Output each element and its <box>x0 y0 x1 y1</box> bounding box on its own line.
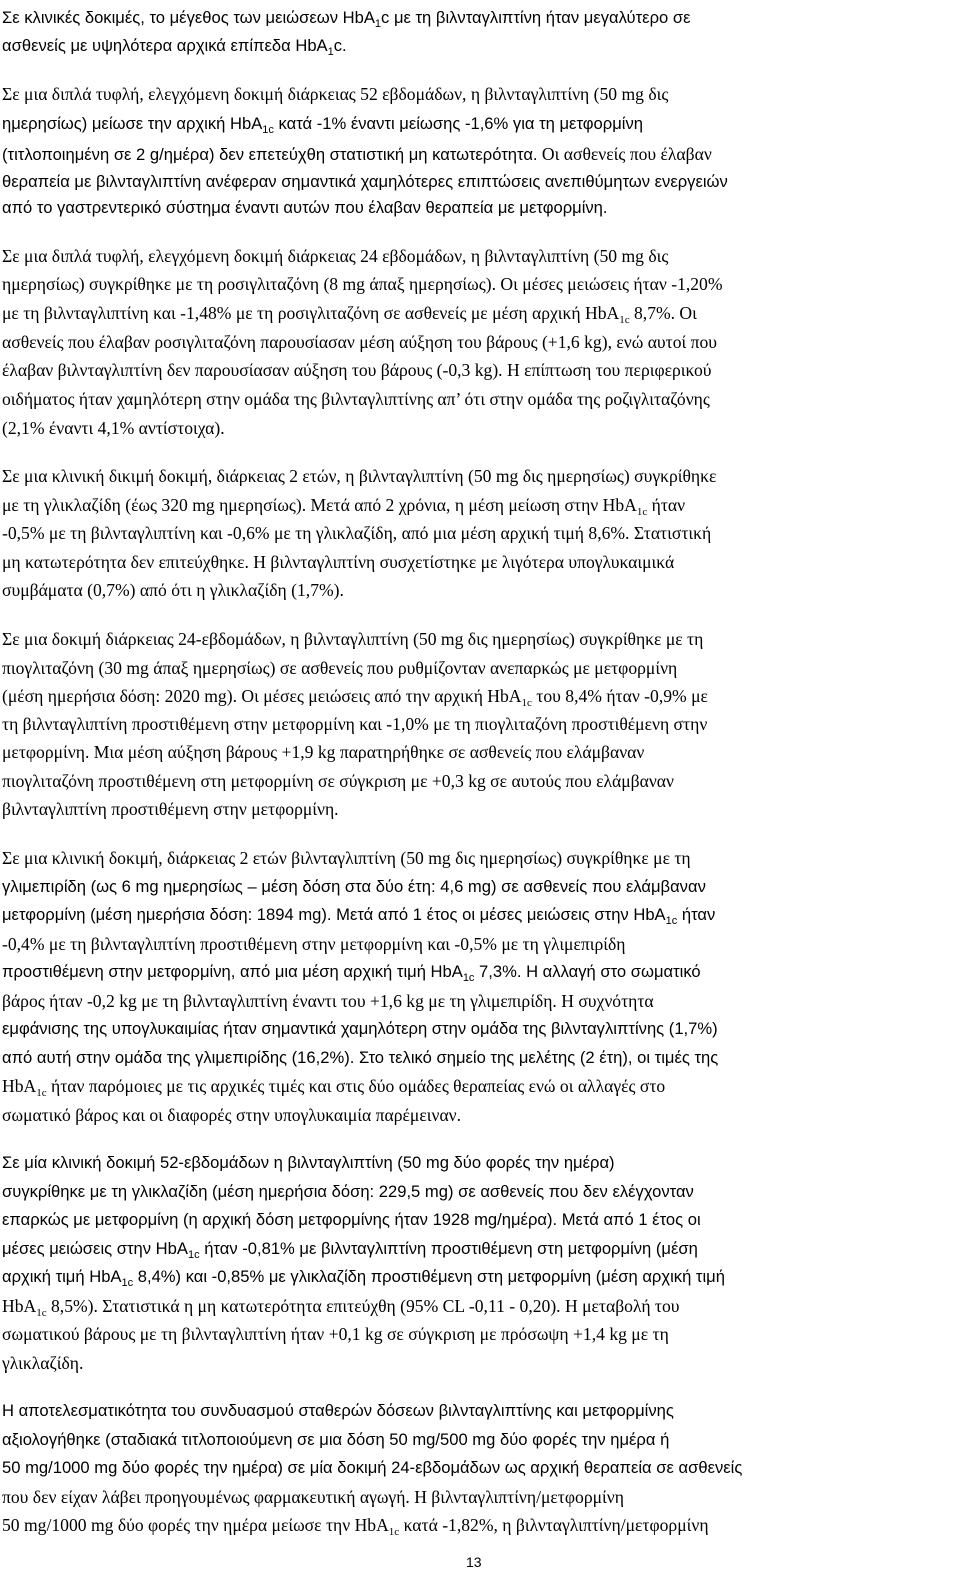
subscript: 1c <box>636 506 648 518</box>
text-line <box>2 1399 674 1423</box>
subscript: 1 <box>327 46 334 58</box>
text-run: μη κατωτερότητα δεν επιτεύχθηκε. Η βιλνταγλιπτίνη συσχετίστηκε με λιγότερα υπογλυκαιμικά <box>2 552 675 572</box>
text-line <box>2 627 703 651</box>
text-line <box>2 1103 461 1127</box>
text-run: Σε κλινικές δοκιμές, το μέγεθος των μειώσεων HbA <box>2 8 375 27</box>
text-run: c με τη βιλνταγλιπτίνη ήταν μεγαλύτερο σε <box>381 8 691 27</box>
text-line <box>2 358 712 382</box>
text-line <box>2 34 347 60</box>
text-run: αξιολογήθηκε (σταδιακά τιτλοποιούμενη σε μια δόση 50 mg/500 mg δύο φορές την ημέρα ή <box>2 1430 670 1449</box>
text-line <box>2 196 608 220</box>
text-line <box>2 387 710 411</box>
text-line <box>2 1074 665 1101</box>
subscript: 1c <box>619 314 630 326</box>
text-run: ήταν παρόμοιες με τις αρχικές τιμές και στις δύο ομάδες θεραπείας ενώ οι αλλαγές στο <box>46 1076 666 1096</box>
text-line <box>2 740 644 764</box>
text-run: με τη γλικλαζίδη (έως 320 mg ημερησίως). Μετά από 2 χρόνια, η μέση μείωση στην HbA <box>2 495 637 515</box>
text-line <box>2 112 643 138</box>
text-line <box>2 521 711 545</box>
text-run: Σε μια διπλά τυφλή, ελεγχόμενη δοκιμή διάρκειας 24 εβδομάδων, η βιλνταγλιπτίνη (50 mg δις <box>2 246 669 266</box>
text-run: ήταν <box>677 905 716 924</box>
text-line <box>2 142 712 167</box>
text-line <box>2 1428 669 1452</box>
text-run: κατά -1,82%, η βιλνταγλιπτίνη/μετφορμίνη <box>399 1515 709 1535</box>
text-run: (2,1% έναντι 4,1% αντίστοιχα). <box>2 418 225 438</box>
text-run: συμβάματα (0,7%) από ότι η γλικλαζίδη (1,7%). <box>2 580 344 600</box>
text-run: -0,5% με τη βιλνταγλιπτίνη και -0,6% με τη γλικλαζίδη, από μια μέση αρχική τιμή 8,6%. Στατιστική <box>2 523 712 543</box>
text-line <box>2 684 708 711</box>
text-run: (τιτλοποιημένη σε 2 g/ημέρα) δεν επετεύχθη στατιστική μη κατωτερότητα. <box>2 145 538 164</box>
text-run: βιλνταγλιπτίνη προστιθέμενη στην μετφορμίνη. <box>2 799 339 819</box>
text-run: επαρκώς με μετφορμίνη (η αρχική δόση μετφορμίνης ήταν 1928 mg/ημέρα). Μετά από 1 έτος οι <box>2 1210 701 1229</box>
text-run: που δεν είχαν λάβει προηγουμένως φαρμακευτική αγωγή. Η βιλνταγλιπτίνη/μετφορμίνη <box>2 1487 624 1507</box>
text-line <box>2 656 677 680</box>
text-line <box>2 493 685 520</box>
text-run: αρχική τιμή HbA <box>2 1267 122 1286</box>
subscript: 1c <box>462 972 475 984</box>
text-run: 8,5%). Στατιστικά η μη κατωτερότητα επιτεύχθη (95% CL -0,11 - 0,20). Η μεταβολή του <box>46 1296 680 1316</box>
text-line <box>2 712 707 736</box>
text-line <box>2 1513 709 1540</box>
subscript: 1c <box>187 1249 200 1261</box>
text-line <box>2 1017 718 1041</box>
text-run: πιογλιταζόνη (30 mg άπαξ ημερησίως) σε ασθενείς που ρυθμίζονταν ανεπαρκώς με μετφορμίνη <box>2 658 678 678</box>
text-line <box>2 550 674 574</box>
text-run: Η αποτελεσματικότητα του συνδυασμού σταθερών δόσεων βιλνταγλιπτίνης και μετφορμίνης <box>2 1401 674 1420</box>
text-run: τη βιλνταγλιπτίνη προστιθέμενη στην μετφορμίνη και -1,0% με τη πιογλιταζόνη προστιθέμενη στην <box>2 714 708 734</box>
text-line <box>2 846 691 870</box>
text-run: προστιθέμενη στην μετφορμίνη, από μια μέση αρχική τιμή HbA <box>2 962 463 981</box>
text-line <box>2 903 715 929</box>
subscript: 1c <box>121 1277 134 1289</box>
text-line <box>2 330 717 354</box>
text-line <box>2 960 701 986</box>
text-line <box>2 416 225 440</box>
text-run: 8,7%. Οι <box>629 303 697 323</box>
text-line <box>2 989 654 1013</box>
subscript: 1c <box>521 697 532 709</box>
text-run: εμφάνισης της υπογλυκαιμίας ήταν σημαντικά χαμηλότερη στην ομάδα της βιλνταγλιπτίνης (1,7%) <box>2 1019 718 1038</box>
text-line <box>2 1151 615 1175</box>
text-line <box>2 1294 680 1321</box>
text-line <box>2 301 697 328</box>
text-run: γλικλαζίδη. <box>2 1353 84 1373</box>
text-line <box>2 1351 83 1375</box>
text-run: Οι ασθενείς που έλαβαν <box>537 144 712 164</box>
text-run: Σε μία κλινική δοκιμή 52-εβδομάδων η βιλνταγλιπτίνη (50 mg δύο φορές την ημέρα) <box>2 1153 615 1172</box>
text-run: Σε μια κλινική δικιμή δοκιμή, διάρκειας 2 ετών, η βιλνταγλιπτίνη (50 mg δις ημερησίως) συγκρίθηκε <box>2 466 717 486</box>
text-run: 8,4%) και -0,85% με γλικλαζίδη προστιθέμενη στη μετφορμίνη (μέση αρχική τιμή <box>133 1267 725 1286</box>
text-run: 50 mg/1000 mg δύο φορές την ημέρα) σε μία δοκιμή 24-εβδομάδων ως αρχική θεραπεία σε ασθενείς <box>2 1458 743 1477</box>
text-run: από το γαστρεντερικό σύστημα έναντι αυτών που έλαβαν θεραπεία με μετφορμίνη. <box>2 198 608 217</box>
text-line <box>2 244 668 268</box>
text-run: μετφορμίνη (μέση ημερήσια δόση: 1894 mg). Μετά από 1 έτος οι μέσες μειώσεις στην HbA <box>2 905 666 924</box>
text-line <box>2 1322 669 1346</box>
text-run: Σε μια διπλά τυφλή, ελεγχόμενη δοκιμή διάρκειας 52 εβδομάδων, η βιλνταγλιπτίνη (50 mg δις <box>2 84 669 104</box>
text-run: 7,3%. Η αλλαγή στο σωματικό <box>474 962 701 981</box>
text-line <box>2 464 716 488</box>
page-number: 13 <box>466 1554 482 1570</box>
text-line <box>2 82 668 106</box>
text-line <box>2 769 674 793</box>
subscript: 1c <box>36 1087 47 1099</box>
text-run: μετφορμίνη. Μια μέση αύξηση βάρους +1,9 kg παρατηρήθηκε σε ασθενείς που ελάμβαναν <box>2 742 645 762</box>
text-run: Σε μια κλινική δοκιμή, διάρκειας 2 ετών βιλνταγλιπτίνη (50 mg δις ημερησίως) συγκρίθηκε με τη <box>2 848 691 868</box>
text-run: βάρος ήταν -0,2 kg με τη βιλνταγλιπτίνη έναντι του +1,6 kg με τη γλιμεπιρίδη. Η συχνότητα <box>2 991 654 1011</box>
subscript: 1c <box>36 1307 47 1319</box>
text-line <box>2 932 626 956</box>
text-line <box>2 797 339 821</box>
text-line <box>2 1456 742 1480</box>
text-run: ημερησίως) συγκρίθηκε με τη ροσιγλιταζόνη (8 mg άπαξ ημερησίως). <box>2 274 496 294</box>
text-run: του 8,4% ήταν -0,9% με <box>531 686 708 706</box>
text-run: σωματικού βάρους με τη βιλνταγλιπτίνη ήταν +0,1 kg σε σύγκριση με πρόσωψη +1,4 kg με τη <box>2 1324 669 1344</box>
text-line <box>2 272 723 296</box>
text-line <box>2 6 691 32</box>
text-run: Σε μια δοκιμή διάρκειας 24-εβδομάδων, η βιλνταγλιπτίνη (50 mg δις ημερησίως) συγκρίθηκε με τη <box>2 629 704 649</box>
text-line <box>2 1485 624 1509</box>
text-run: Οι μέσες μειώσεις ήταν -1,20% <box>495 274 723 294</box>
text-run: HbA <box>2 1076 37 1096</box>
text-line <box>2 170 728 194</box>
text-run: θεραπεία με βιλνταγλιπτίνη ανέφεραν σημαντικά χαμηλότερες επιπτώσεις ανεπιθύμητων ενεργειών <box>2 172 728 191</box>
text-run: έλαβαν βιλνταγλιπτίνη δεν παρουσίασαν αύξηση του βάρους (-0,3 kg). Η επίπτωση του περιφερικού <box>2 360 712 380</box>
text-run: από αυτή στην ομάδα της γλιμεπιρίδης (16,2%). Στο τελικό σημείο της μελέτης (2 έτη), οι τιμές της <box>2 1048 719 1067</box>
text-run: c. <box>333 36 347 55</box>
subscript: 1c <box>262 124 274 136</box>
text-run: ήταν <box>647 495 686 515</box>
text-line <box>2 1208 701 1232</box>
text-run: -0,4% με τη βιλνταγλιπτίνη προστιθέμενη στην μετφορμίνη και -0,5% με τη γλιμεπιρίδη <box>2 934 626 954</box>
text-line <box>2 578 344 602</box>
text-line <box>2 1237 698 1263</box>
text-run: κατά -1% έναντι μείωσης -1,6% για τη μετφορμίνη <box>273 114 643 133</box>
text-line <box>2 1046 718 1070</box>
text-run: ασθενείς με υψηλότερα αρχικά επίπεδα HbA <box>2 36 328 55</box>
text-run: μέσες μειώσεις στην HbA <box>2 1239 188 1258</box>
text-run: συγκρίθηκε με τη γλικλαζίδη (μέση ημερήσια δόση: 229,5 mg) σε ασθενείς που δεν ελέγχονταν <box>2 1182 694 1201</box>
subscript: 1c <box>665 915 678 927</box>
text-run: πιογλιταζόνη προστιθέμενη στη μετφορμίνη σε σύγκριση με +0,3 kg σε αυτούς που ελάμβαναν <box>2 771 674 791</box>
text-run: γλιμεπιρίδη (ως 6 mg ημερησίως – μέση δόση στα δύο έτη: 4,6 mg) σε ασθενείς που ελάμβαναν <box>2 877 706 896</box>
text-run: HbA <box>2 1296 37 1316</box>
text-line <box>2 875 706 899</box>
text-run: σωματικό βάρος και οι διαφορές στην υπογλυκαιμία παρέμειναν. <box>2 1105 462 1125</box>
text-run: ήταν -0,81% με βιλνταγλιπτίνη προστιθέμενη στη μετφορμίνη (μέση <box>199 1239 698 1258</box>
text-line <box>2 1265 725 1291</box>
text-line <box>2 1180 694 1204</box>
text-run: ασθενείς που έλαβαν ροσιγλιταζόνη παρουσίασαν μέση αύξηση του βάρους (+1,6 kg), ενώ αυτοί που <box>2 332 718 352</box>
text-run: με τη βιλνταγλιπτίνη και -1,48% με τη ροσιγλιταζόνη σε ασθενείς με μέση αρχική HbA <box>2 303 620 323</box>
text-run: (μέση ημερήσια δόση: 2020 mg). Οι μέσες μειώσεις από την αρχική HbA <box>2 686 522 706</box>
text-run: οιδήματος ήταν χαμηλότερη στην ομάδα της βιλνταγλιπτίνης απ’ ότι στην ομάδα της ροζιγλιταζόνης <box>2 389 710 409</box>
subscript: 1 <box>374 18 382 30</box>
subscript: 1c <box>388 1526 400 1538</box>
text-run: ημερησίως) μείωσε την αρχική HbA <box>2 114 263 133</box>
text-run: 50 mg/1000 mg δύο φορές την ημέρα μείωσε την HbA <box>2 1515 389 1535</box>
